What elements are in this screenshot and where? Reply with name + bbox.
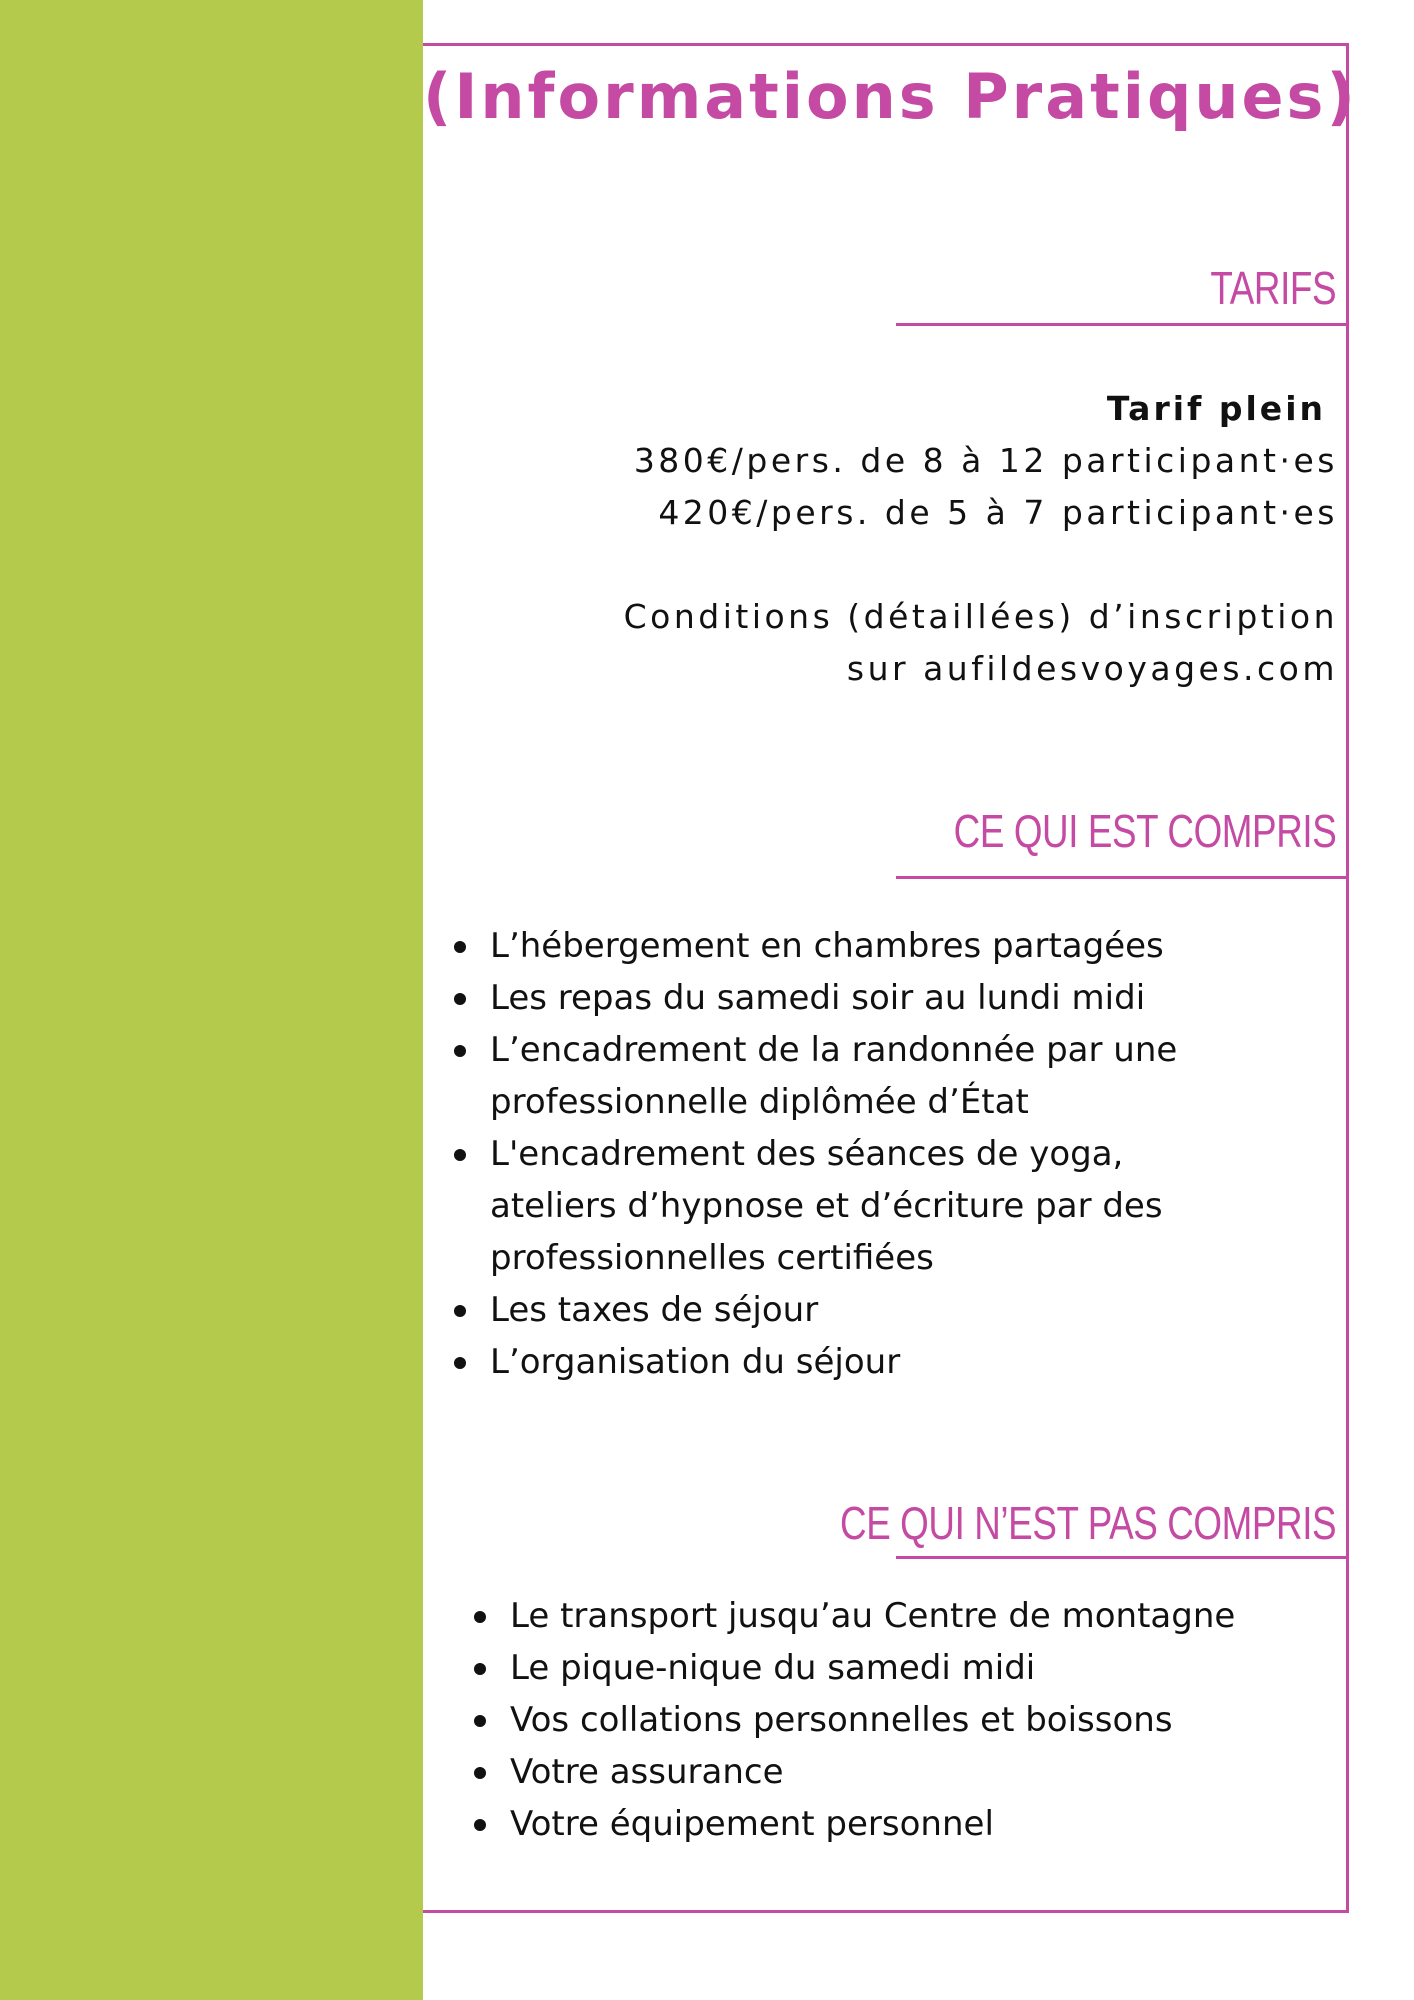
list-item <box>510 1746 1350 1798</box>
included-list <box>490 920 1350 1388</box>
list-item-text: Le transport jusqu’au Centre de montagne <box>510 1596 1236 1636</box>
price-line-1: 380€/pers. de 8 à 12 participant·es <box>633 441 1338 480</box>
bullet-dot <box>454 1045 466 1057</box>
list-item <box>490 1336 1350 1388</box>
list-item <box>490 1024 1350 1128</box>
list-item <box>510 1798 1350 1850</box>
bullet-dot <box>474 1819 486 1831</box>
list-item-text: professionnelles certifiées <box>490 1238 934 1278</box>
list-item-text: professionnelle diplômée d’État <box>490 1082 1029 1122</box>
tarif-plein-label: Tarif plein <box>1106 389 1326 428</box>
page-title: (Informations Pratiques) <box>423 60 1358 133</box>
excluded-list <box>510 1590 1350 1850</box>
list-item <box>490 1284 1350 1336</box>
tarifs-heading: TARIFS <box>1210 262 1336 314</box>
bullet-dot <box>474 1611 486 1623</box>
list-item <box>490 972 1350 1024</box>
bullet-dot <box>454 941 466 953</box>
bullet-dot <box>454 1149 466 1161</box>
excluded-heading: CE QUI N’EST PAS COMPRIS <box>839 1497 1336 1549</box>
bullet-dot <box>474 1663 486 1675</box>
tarifs-block <box>478 383 1338 695</box>
bullet-dot <box>454 1357 466 1369</box>
price-line-2: 420€/pers. de 5 à 7 participant·es <box>658 493 1338 532</box>
list-item <box>510 1694 1350 1746</box>
green-side-band <box>0 0 423 2000</box>
list-item-text: ateliers d’hypnose et d’écriture par des <box>490 1186 1163 1226</box>
bullet-dot <box>454 1305 466 1317</box>
list-item-text: Votre assurance <box>510 1752 784 1792</box>
list-item <box>490 1128 1350 1284</box>
bullet-dot <box>474 1767 486 1779</box>
list-item-text: Le pique-nique du samedi midi <box>510 1648 1036 1688</box>
list-item-text: L’organisation du séjour <box>490 1342 901 1382</box>
conditions-line-1: Conditions (détaillées) d’inscription <box>623 597 1338 636</box>
list-item-text: Les taxes de séjour <box>490 1290 819 1330</box>
list-item <box>510 1642 1350 1694</box>
list-item-text: L'encadrement des séances de yoga, <box>490 1134 1124 1174</box>
bullet-dot <box>454 993 466 1005</box>
list-item-text: Votre équipement personnel <box>510 1804 994 1844</box>
excluded-rule <box>896 1556 1349 1559</box>
bullet-dot <box>474 1715 486 1727</box>
list-item <box>490 920 1350 972</box>
included-heading: CE QUI EST COMPRIS <box>953 805 1336 857</box>
tarifs-rule <box>896 323 1349 326</box>
list-item-text: L’hébergement en chambres partagées <box>490 926 1164 966</box>
list-item-text: L’encadrement de la randonnée par une <box>490 1030 1178 1070</box>
list-item <box>510 1590 1350 1642</box>
conditions-line-2: sur aufildesvoyages.com <box>846 649 1338 688</box>
list-item-text: Les repas du samedi soir au lundi midi <box>490 978 1146 1018</box>
included-rule <box>896 876 1349 879</box>
list-item-text: Vos collations personnelles et boissons <box>510 1700 1173 1740</box>
